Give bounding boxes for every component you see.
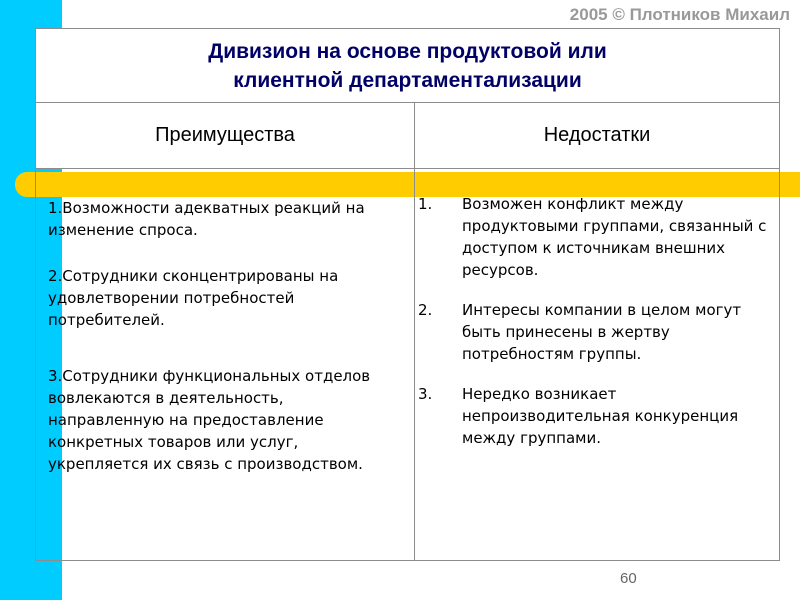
advantage-item: 2.Сотрудники сконцентрированы на удовлетворении потребностей потребителей. [48, 267, 339, 329]
advantages-header: Преимущества [36, 103, 415, 169]
disadvantages-header: Недостатки [415, 103, 779, 169]
disadvantage-number: 2. [418, 301, 433, 319]
disadvantage-number: 3. [418, 385, 433, 403]
disadvantage-text: Возможен конфликт между продуктовыми группами, связанный с доступом к источникам внешних ресурсов. [462, 195, 767, 279]
page-number: 60 [620, 570, 637, 587]
comparison-table [35, 28, 780, 561]
disadvantage-text: Нередко возникает непроизводительная конкуренция между группами. [462, 385, 739, 447]
advantage-item: 3.Сотрудники функциональных отделов вовлекаются в деятельность, направленную на предоставление конкретных товаров или услуг, укрепляется их связь с производством. [48, 367, 371, 473]
author-copyright: 2005 © Плотников Михаил [569, 5, 790, 24]
disadvantages-cell [415, 169, 779, 560]
advantage-item: 1.Возможности адекватных реакций на изменение спроса. [48, 199, 365, 239]
title-cell [36, 29, 779, 103]
slide-title: Дивизион на основе продуктовой или клиентной департаментализации [208, 39, 607, 92]
disadvantage-number: 1. [418, 195, 433, 213]
advantages-cell [36, 169, 415, 560]
disadvantage-text: Интересы компании в целом могут быть принесены в жертву потребностям группы. [462, 301, 742, 363]
